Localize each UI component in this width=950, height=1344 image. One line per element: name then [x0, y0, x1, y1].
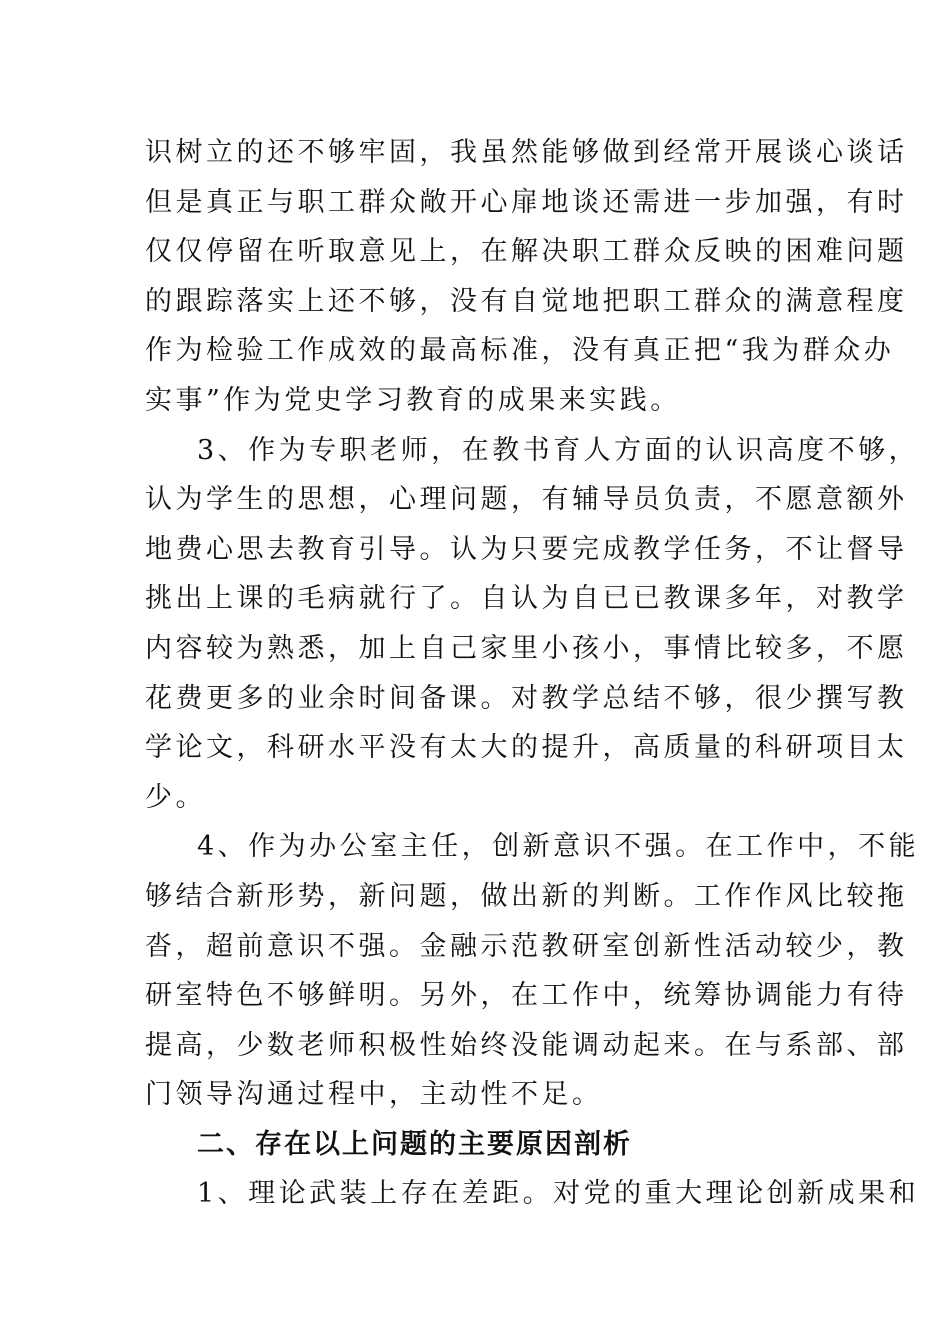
text-line: 学论文，科研水平没有太大的提升，高质量的科研项目太: [145, 732, 908, 764]
text-line: 作为检验工作成效的最高标准，没有真正把“我为群众办: [145, 335, 895, 367]
text-line: 的跟踪落实上还不够，没有自觉地把职工群众的满意程度: [145, 285, 908, 317]
text-line: 少。: [145, 781, 206, 813]
text-line: 识树立的还不够牢固，我虽然能够做到经常开展谈心谈话: [145, 137, 908, 168]
text-line: 地费心思去教育引导。认为只要完成教学任务，不让督导: [145, 533, 908, 565]
text-line: 门领导沟通过程中，主动性不足。: [145, 1079, 603, 1111]
paragraph-3-start: 3、作为专职老师，在教书育人方面的认识高度不够，: [197, 434, 920, 466]
text-line: 沓，超前意识不强。金融示范教研室创新性活动较少，教: [145, 930, 908, 962]
section-heading: 二、存在以上问题的主要原因剖析: [197, 1128, 632, 1160]
text-line: 仅仅停留在听取意见上，在解决职工群众反映的困难问题: [145, 236, 908, 268]
text-line: 实事”作为党史学习教育的成果来实践。: [145, 384, 681, 416]
paragraph-4-start: 4、作为办公室主任，创新意识不强。在工作中，不能: [197, 831, 920, 863]
text-line: 花费更多的业余时间备课。对教学总结不够，很少撰写教: [145, 682, 908, 714]
paragraph-1-start: 1、理论武装上存在差距。对党的重大理论创新成果和: [197, 1178, 920, 1210]
text-line: 挑出上课的毛病就行了。自认为自已已教课多年，对教学: [145, 583, 908, 615]
text-line: 但是真正与职工群众敞开心扉地谈还需进一步加强，有时: [145, 186, 908, 218]
body-text: [145, 128, 920, 1219]
text-line: 提高，少数老师积极性始终没能调动起来。在与系部、部: [145, 1029, 908, 1061]
text-line: 认为学生的思想，心理问题，有辅导员负责，不愿意额外: [145, 484, 908, 516]
text-line: 内容较为熟悉，加上自己家里小孩小，事情比较多，不愿: [145, 632, 908, 664]
text-line: 研室特色不够鲜明。另外，在工作中，统筹协调能力有待: [145, 980, 908, 1012]
text-line: 够结合新形势，新问题，做出新的判断。工作作风比较拖: [145, 880, 908, 912]
